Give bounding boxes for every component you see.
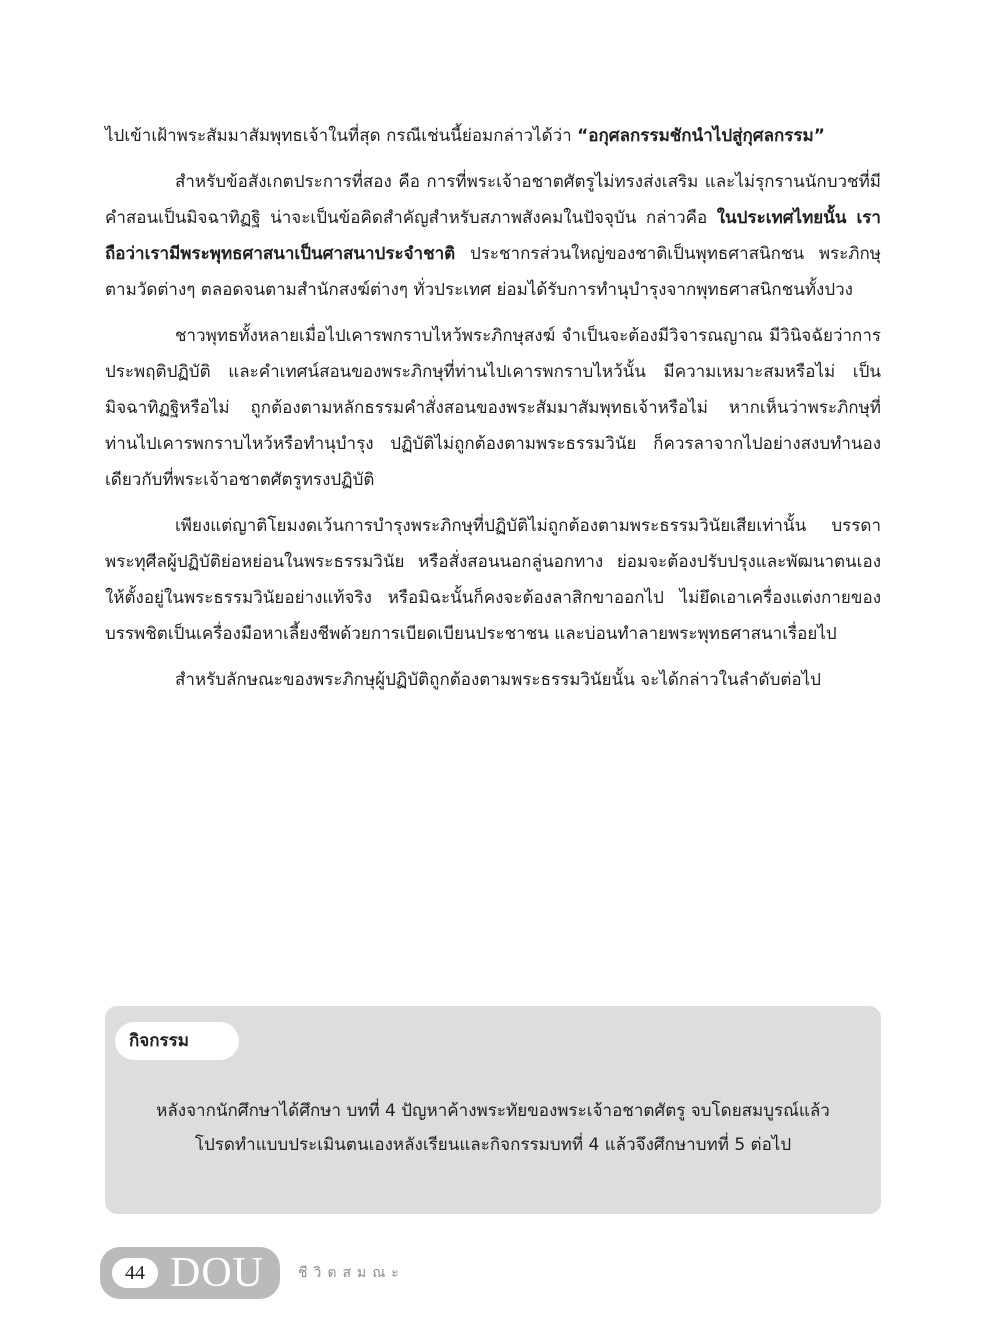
- activity-label: กิจกรรม: [115, 1022, 239, 1060]
- paragraph-2-emphasis: ในประเทศไทยนั้น เราถือว่าเรามีพระพุทธศาสนาเป็นศาสนาประจำชาติ: [105, 208, 881, 264]
- paragraph-2-text-a: สำหรับข้อสังเกตประการที่สอง คือ การที่พระเจ้าอชาตศัตรูไม่ทรงส่งเสริม และไม่รุกรานนักบวชที่มีคำสอนเป็นมิจฉาทิฏฐิ น่าจะเป็นข้อคิดสำคัญสำหรับสภาพสังคมในปัจจุบัน กล่าวคือ: [105, 172, 881, 228]
- activity-line-2: โปรดทำแบบประเมินตนเองหลังเรียนและกิจกรรมบทที่ 4 แล้วจึงศึกษาบทที่ 5 ต่อไป: [194, 1135, 792, 1155]
- activity-instructions: [125, 1094, 861, 1162]
- main-content: [105, 118, 881, 708]
- page-footer: [100, 1247, 405, 1299]
- paragraph-5: สำหรับลักษณะของพระภิกษุผู้ปฏิบัติถูกต้องตามพระธรรมวินัยนั้น จะได้กล่าวในลำดับต่อไป: [175, 670, 821, 690]
- dou-logo: DOU: [170, 1250, 264, 1296]
- activity-line-1: หลังจากนักศึกษาได้ศึกษา บทที่ 4 ปัญหาค้างพระทัยของพระเจ้าอชาตศัตรู จบโดยสมบูรณ์แล้ว: [156, 1101, 830, 1121]
- paragraph-1: [105, 118, 881, 154]
- paragraph-3: ชาวพุทธทั้งหลายเมื่อไปเคารพกราบไหว้พระภิกษุสงฆ์ จำเป็นจะต้องมีวิจารณญาณ มีวินิจฉัยว่าการประพฤติปฏิบัติ และคำเทศน์สอนของพระภิกษุที่ท่านไปเคารพกราบไหว้นั้น มีความเหมาะสมหรือไม่ เป็นมิจฉาทิฏฐิหรือไม่ ถูกต้องตามหลักธรรมคำสั่งสอนของพระสัมมาสัมพุทธเจ้าหรือไม่ หากเห็นว่าพระภิกษุที่ท่านไปเคารพกราบไหว้หรือทำนุบำรุง ปฏิบัติไม่ถูกต้องตามพระธรรมวินัย ก็ควรลาจากไปอย่างสงบทำนองเดียวกับที่พระเจ้าอชาตศัตรูทรงปฏิบัติ: [105, 326, 881, 490]
- paragraph-2-text-b: ประชากรส่วนใหญ่ของชาติเป็นพุทธศาสนิกชน พระภิกษุตามวัดต่างๆ ตลอดจนตามสำนักสงฆ์ต่างๆ ทั่วประเทศ ย่อมได้รับการทำนุบำรุงจากพุทธศาสนิกชนทั้งปวง: [105, 244, 881, 300]
- running-title: ชีวิตสมณะ: [298, 1265, 405, 1281]
- activity-box: [105, 1006, 881, 1214]
- paragraph-1-quote: “อกุศลกรรมชักนำไปสู่กุศลกรรม”: [577, 126, 825, 146]
- page-badge: [100, 1247, 280, 1299]
- page-number: 44: [112, 1258, 158, 1288]
- paragraph-4: เพียงแต่ญาติโยมงดเว้นการบำรุงพระภิกษุที่ปฏิบัติไม่ถูกต้องตามพระธรรมวินัยเสียเท่านั้น บรรดาพระทุศีลผู้ปฏิบัติย่อหย่อนในพระธรรมวินัย หรือสั่งสอนนอกลู่นอกทาง ย่อมจะต้องปรับปรุงและพัฒนาตนเองให้ตั้งอยู่ในพระธรรมวินัยอย่างแท้จริง หรือมิฉะนั้นก็คงจะต้องลาสิกขาออกไป ไม่ยึดเอาเครื่องแต่งกายของบรรพชิตเป็นเครื่องมือหาเลี้ยงชีพด้วยการเบียดเบียนประชาชน และบ่อนทำลายพระพุทธศาสนาเรื่อยไป: [105, 516, 881, 644]
- paragraph-2: [105, 164, 881, 308]
- paragraph-1-text: ไปเข้าเฝ้าพระสัมมาสัมพุทธเจ้าในที่สุด กรณีเช่นนี้ย่อมกล่าวได้ว่า: [105, 126, 578, 146]
